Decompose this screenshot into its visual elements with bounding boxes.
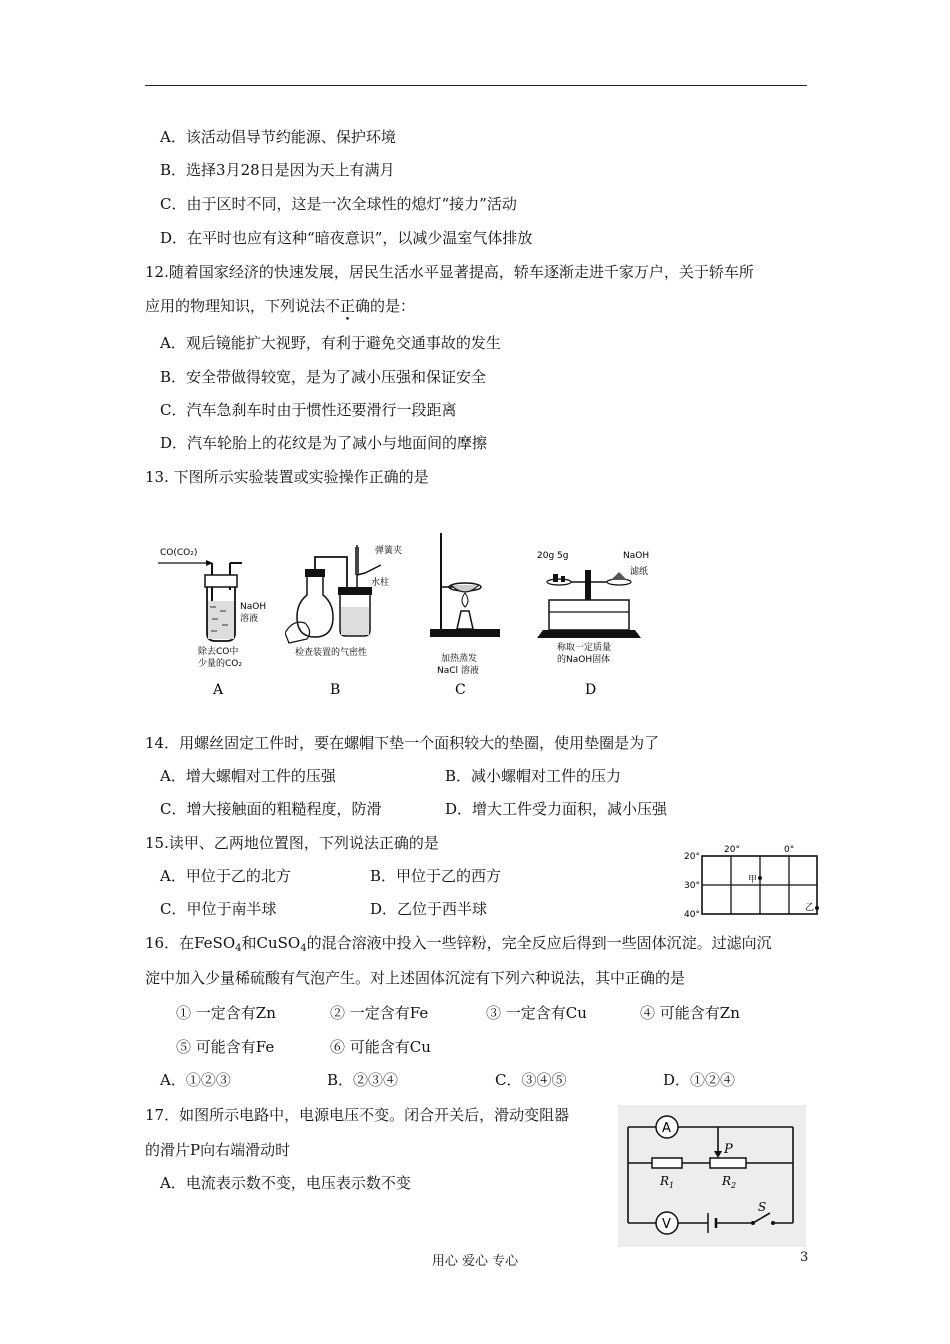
q12-stem-post: 的是：	[370, 297, 416, 315]
fig-d-weights-label: 20g 5g	[537, 551, 569, 561]
q16-option-b: B．②③④	[327, 1071, 399, 1089]
q12-option-a: A．观后镜能扩大视野，有利于避免交通事故的发生	[160, 334, 501, 352]
circuit-switch-label: S	[758, 1200, 767, 1214]
q14-stem: 14．用螺丝固定工件时，要在螺帽下垫一个面积较大的垫圈，使用垫圈是为了	[145, 734, 660, 752]
page-number: 3	[800, 1250, 809, 1265]
fig-d-paper-label: 滤纸	[630, 567, 649, 577]
q16-statement-4: ④ 可能含有Zn	[640, 1004, 740, 1022]
fig-a-caption2: 少量的CO₂	[198, 659, 242, 669]
q15-location-map	[680, 842, 825, 922]
fig-c-caption2: NaCl 溶液	[437, 666, 479, 676]
circuit-slider-label: P	[724, 1142, 733, 1157]
q11-option-d: D．在平时也应有这种“暗夜意识”，以减少温室气体排放	[160, 229, 533, 247]
q16-option-a: A．①②③	[160, 1071, 231, 1089]
q12-stem-pre: 应用的物理知识，下列说法	[145, 297, 326, 315]
header-rule	[145, 85, 807, 86]
circuit-r1-label: $R_1$	[660, 1174, 675, 1190]
q12-option-c: C．汽车急刹车时由于惯性还要滑行一段距离	[160, 401, 457, 419]
q16-option-c: C．③④⑤	[495, 1071, 567, 1089]
q14-option-d: D．增大工件受力面积，减小压强	[445, 800, 668, 818]
circuit-r2-label: $R_2$	[722, 1174, 737, 1190]
fig-a-caption1: 除去CO中	[198, 647, 239, 657]
q16-statement-1: ① 一定含有Zn	[176, 1004, 276, 1022]
q17-stem-line1: 17．如图所示电路中，电源电压不变。闭合开关后，滑动变阻器	[145, 1106, 570, 1124]
fig-b-clip-label: 弹簧夹	[375, 546, 403, 556]
q16-statement-5: ⑤ 可能含有Fe	[176, 1038, 275, 1056]
map-lon-20: 20°	[724, 845, 740, 855]
q12-option-b: B．安全带做得较宽，是为了减小压强和保证安全	[160, 368, 487, 386]
q16-stem-line1	[145, 933, 772, 959]
q16-statement-6: ⑥ 可能含有Cu	[330, 1038, 431, 1056]
q11-option-b: B．选择3月28日是因为天上有满月	[160, 161, 395, 179]
q12-emphasis: 不正确	[325, 297, 371, 315]
q16-stem-post: 的混合溶液中投入一些锌粉，完全反应后得到一些固体沉淀。过滤向沉	[306, 934, 772, 952]
q16-statement-2: ② 一定含有Fe	[330, 1004, 429, 1022]
q15-option-d: D．乙位于西半球	[370, 900, 488, 918]
q13-figure-c	[415, 525, 510, 705]
q17-circuit-diagram	[618, 1105, 806, 1247]
fig-d-letter: D	[585, 682, 597, 698]
q11-option-a: A．该活动倡导节约能源、保护环境	[160, 128, 396, 146]
q14-option-a: A．增大螺帽对工件的压强	[160, 767, 336, 785]
q15-option-b: B．甲位于乙的西方	[370, 867, 502, 885]
fig-a-gas-label: CO(CO₂)	[160, 548, 198, 558]
map-place-yi: 乙	[805, 903, 815, 913]
fig-a-solution-label1: NaOH	[240, 602, 267, 612]
fig-a-letter: A	[213, 682, 224, 698]
q16-sub2: 4	[300, 943, 307, 954]
q17-stem-line2: 的滑片P向右端滑动时	[145, 1141, 291, 1159]
fig-d-naoh-label: NaOH	[623, 551, 650, 561]
fig-c-letter: C	[455, 682, 466, 698]
q15-option-a: A．甲位于乙的北方	[160, 867, 291, 885]
fig-b-letter: B	[330, 682, 341, 698]
map-lat-40: 40°	[684, 910, 700, 920]
map-place-jia: 甲	[748, 875, 758, 885]
q12-option-d: D．汽车轮胎上的花纹是为了减小与地面间的摩擦	[160, 434, 488, 452]
q13-figure-a	[150, 535, 290, 705]
q11-option-c: C．由于区时不同，这是一次全球性的熄灯“接力”活动	[160, 195, 517, 213]
map-lat-30: 30°	[684, 881, 700, 891]
page-footer: 用心 爱心 专心	[431, 1254, 519, 1269]
q13-stem: 13. 下图所示实验装置或实验操作正确的是	[145, 468, 429, 486]
q14-option-b: B．减小螺帽对工件的压力	[445, 767, 622, 785]
q14-option-c: C．增大接触面的粗糙程度，防滑	[160, 800, 382, 818]
q16-stem-mid: 和CuSO	[241, 934, 301, 952]
q15-option-c: C．甲位于南半球	[160, 900, 277, 918]
fig-b-caption: 检查装置的气密性	[295, 648, 368, 658]
fig-a-solution-label2: 溶液	[240, 614, 259, 624]
q16-stem-line2: 淀中加入少量稀硫酸有气泡产生。对上述固体沉淀有下列六种说法，其中正确的是	[145, 969, 686, 987]
fig-d-caption1: 称取一定质量	[557, 643, 612, 653]
q12-stem-line1: 12.随着国家经济的快速发展，居民生活水平显著提高，轿车逐渐走进千家万户，关于轿车所	[145, 263, 754, 281]
fig-c-caption1: 加热蒸发	[441, 654, 478, 664]
map-lon-0: 0°	[784, 845, 795, 855]
q13-figure-d	[535, 540, 650, 705]
q13-figure-b	[285, 535, 405, 705]
q16-sub1: 4	[235, 943, 242, 954]
q16-option-d: D．①②④	[663, 1071, 736, 1089]
fig-b-water-label: 水柱	[371, 578, 390, 588]
fig-d-caption2: 的NaOH固体	[557, 655, 611, 665]
circuit-ammeter-label: A	[662, 1121, 671, 1136]
q15-stem: 15.读甲、乙两地位置图，下列说法正确的是	[145, 834, 439, 852]
q16-stem-pre: 16．在FeSO	[145, 934, 236, 952]
q17-option-a: A．电流表示数不变，电压表示数不变	[160, 1174, 411, 1192]
q12-stem-line2	[145, 296, 415, 316]
map-lat-20: 20°	[684, 852, 700, 862]
circuit-voltmeter-label: V	[662, 1217, 671, 1232]
q16-statement-3: ③ 一定含有Cu	[486, 1004, 587, 1022]
